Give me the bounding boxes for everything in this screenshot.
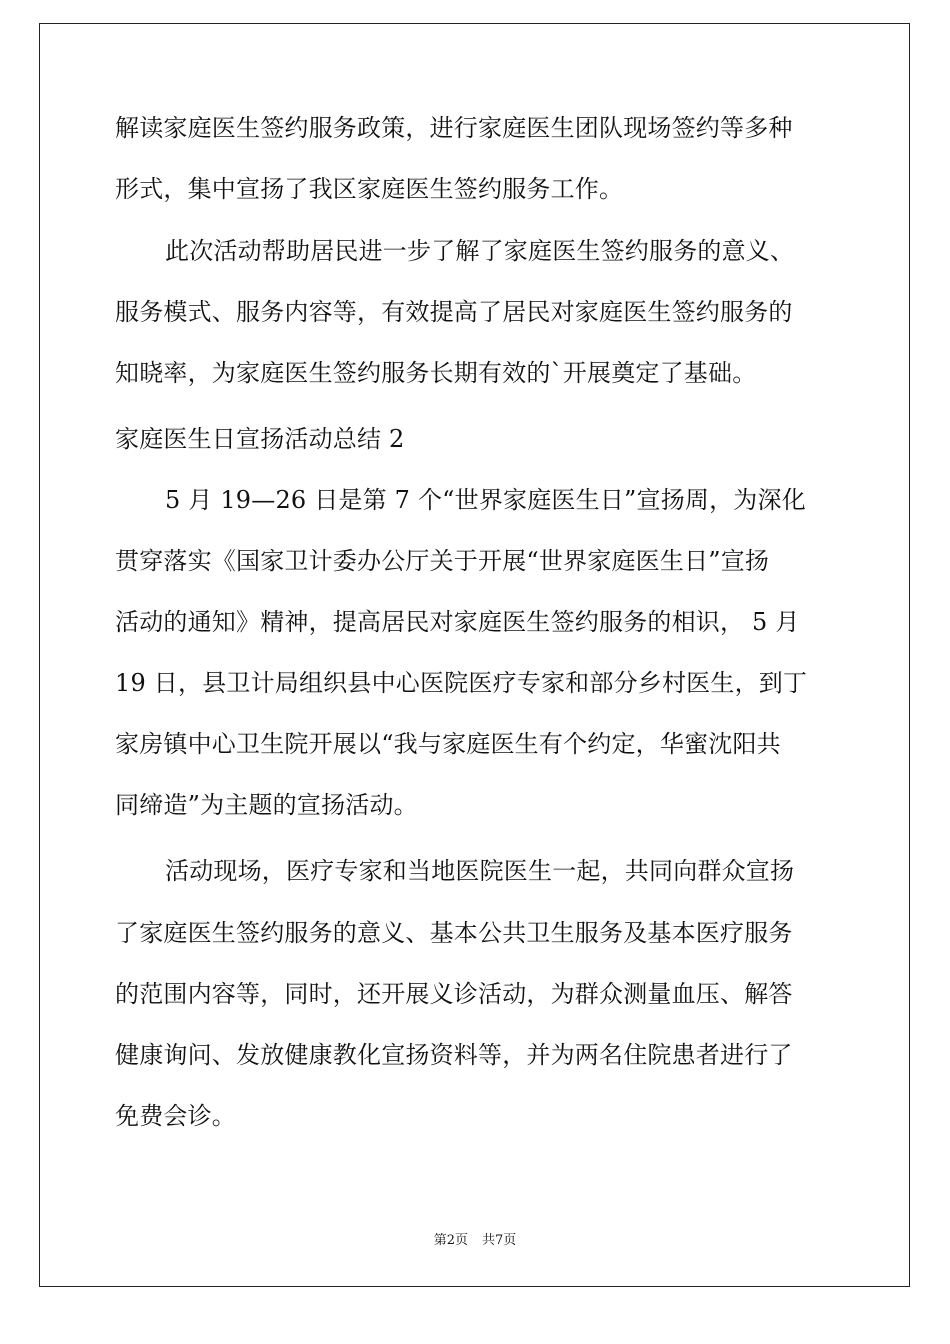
page-number-current: 第2页	[433, 1233, 468, 1248]
body-text-line: 19 日，县卫计局组织县中心医院医疗专家和部分乡村医生，到丁	[115, 669, 808, 697]
body-text-line: 此次活动帮助居民进一步了解了家庭医生签约服务的意义、	[165, 237, 795, 265]
page-number-total: 共7页	[482, 1233, 517, 1248]
body-text-line: 活动现场，医疗专家和当地医院医生一起，共同向群众宣扬	[165, 857, 795, 885]
body-text-line: 了家庭医生签约服务的意义、基本公共卫生服务及基本医疗服务	[115, 919, 793, 947]
section-heading: 家庭医生日宣扬活动总结 2	[115, 425, 405, 453]
body-text-line: 活动的通知》精神，提高居民对家庭医生签约服务的相识， 5 月	[115, 608, 800, 636]
body-text-line: 5 月 19—26 日是第 7 个“世界家庭医生日”宣扬周，为深化	[165, 486, 806, 514]
body-text-line: 贯穿落实《国家卫计委办公厅关于开展“世界家庭医生日”宣扬	[115, 547, 770, 575]
body-text-line: 同缔造”为主题的宣扬活动。	[115, 791, 418, 819]
body-text-line: 家房镇中心卫生院开展以“我与家庭医生有个约定，华蜜沈阳共	[115, 730, 781, 758]
page-border	[39, 23, 910, 1287]
body-text-line: 免费会诊。	[115, 1102, 236, 1130]
body-text-line: 服务模式、服务内容等，有效提高了居民对家庭医生签约服务的	[115, 298, 793, 326]
body-text-line: 健康询问、发放健康教化宣扬资料等，并为两名住院患者进行了	[115, 1041, 793, 1069]
body-text-line: 知晓率，为家庭医生签约服务长期有效的`开展奠定了基础。	[115, 359, 757, 387]
body-text-line: 的范围内容等，同时，还开展义诊活动，为群众测量血压、解答	[115, 980, 793, 1008]
body-text-line: 形式，集中宣扬了我区家庭医生签约服务工作。	[115, 175, 624, 203]
page-footer	[0, 1233, 950, 1249]
body-text-line: 解读家庭医生签约服务政策，进行家庭医生团队现场签约等多种	[115, 114, 793, 142]
